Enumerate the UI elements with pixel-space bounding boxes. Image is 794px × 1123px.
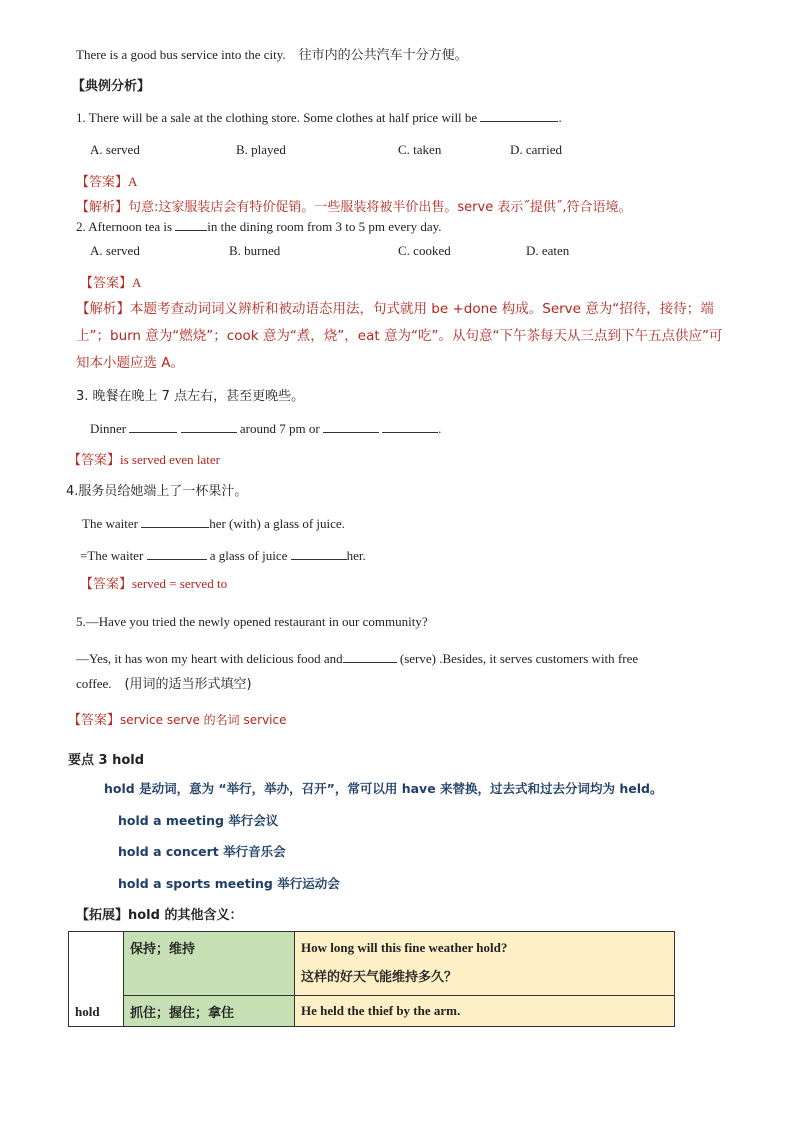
answer-blank [480, 109, 558, 122]
example-cell [295, 932, 675, 996]
question-4-text-c: =The waiter [80, 548, 144, 563]
question-5-text-b: (serve) .Besides, it serves customers with free [399, 651, 639, 666]
option-c: C. taken [398, 142, 442, 157]
answer-label: 【答案】 [76, 175, 129, 190]
example-english: He held the thief by the arm. [301, 1003, 461, 1018]
question-4-text-e: her. [346, 548, 366, 563]
question-2 [76, 218, 442, 236]
answer-blank [141, 515, 209, 528]
answer-label: 【答案】 [80, 577, 133, 592]
answer-4 [80, 575, 227, 594]
analysis-label: 【解析】 [76, 301, 130, 317]
option-c: C. cooked [398, 243, 451, 258]
question-1 [76, 109, 562, 127]
question-2-text-b: in the dining room from 3 to 5 pm every day. [207, 219, 442, 234]
question-1-text: 1. There will be a sale at the clothing store. Some clothes at half price will be [76, 110, 478, 125]
example-english: How long will this fine weather hold? [301, 940, 508, 955]
question-5-line-1: 5.—Have you tried the newly opened restaurant in our community? [76, 614, 428, 629]
option-d: D. eaten [526, 243, 570, 258]
phrase-hold-a-sports-meeting: hold a sports meeting 举行运动会 [118, 876, 340, 891]
question-4-text-a: The waiter [82, 516, 138, 531]
point-3-title: 要点 3 hold [68, 753, 145, 768]
answer-blank [323, 420, 379, 433]
answer-value: A [128, 174, 138, 189]
question-3-text-b: around 7 pm or [239, 421, 320, 436]
question-3-text-a: Dinner [90, 421, 127, 436]
answer-label: 【答案】 [80, 276, 133, 291]
question-2-text-a: 2. Afternoon tea is [76, 219, 173, 234]
question-5-text-a: —Yes, it has won my heart with delicious food and [76, 651, 343, 666]
question-5-line-2 [76, 650, 638, 668]
answer-label: 【答案】 [68, 453, 121, 468]
meaning-cell: 抓住；握住；拿住 [124, 996, 295, 1027]
answer-blank [291, 547, 347, 560]
section-title: 【典例分析】 [72, 79, 151, 94]
answer-3 [68, 451, 220, 470]
answer-value: service serve 的名词 service [120, 713, 287, 727]
question-3-end: . [438, 421, 442, 436]
answer-value: A [132, 275, 142, 290]
phrase-hold-a-meeting: hold a meeting 举行会议 [118, 813, 279, 828]
answer-5 [68, 711, 286, 730]
example-chinese: 这样的好天气能维持多久？ [301, 970, 458, 985]
answer-blank [147, 547, 207, 560]
option-a: A. served [90, 142, 140, 157]
option-d: D. carried [510, 142, 562, 157]
example-cell [295, 996, 675, 1027]
option-a: A. served [90, 243, 140, 258]
option-b: B. burned [229, 243, 281, 258]
analysis-2-line-2: 上”；burn 意为“燃烧”；cook 意为“煮，烧”，eat 意为“吃”。从句意“下午茶每天从三点到下午五点供应”可 [76, 328, 723, 344]
table-row [69, 932, 675, 996]
analysis-label: 【解析】 [76, 200, 129, 215]
question-5-text-c: coffee. [76, 676, 112, 691]
question-4-line-1 [82, 515, 345, 533]
answer-value: is served even later [120, 452, 220, 467]
answer-1 [76, 173, 137, 192]
question-1-end: . [558, 110, 562, 125]
answer-value: served = served to [132, 576, 228, 591]
analysis-2-line-1 [76, 300, 714, 318]
question-4-prompt: 4.服务员给她端上了一杯果汁。 [66, 484, 248, 499]
analysis-1 [76, 199, 631, 217]
question-4-text-d: a glass of juice [209, 548, 288, 563]
intro-chinese: 往市内的公共汽车十分方便。 [298, 48, 468, 63]
question-4-line-2 [80, 547, 366, 565]
answer-blank [382, 420, 438, 433]
question-4-text-b: her (with) a glass of juice. [209, 516, 345, 531]
answer-blank [343, 650, 397, 663]
question-3-sentence [90, 420, 441, 438]
point-3-description: hold 是动词，意为 “举行，举办，召开”，常可以用 have 来替换，过去式和过去分词均为 held。 [104, 781, 663, 796]
analysis-2-line-3: 知本小题应选 A。 [76, 355, 185, 371]
hold-meanings-table [68, 931, 675, 1027]
answer-blank [129, 420, 177, 433]
option-b: B. played [236, 142, 286, 157]
intro-english: There is a good bus service into the city. [76, 47, 286, 62]
table-row [69, 996, 675, 1027]
answer-blank [175, 218, 207, 231]
question-5-line-3 [76, 675, 252, 694]
question-5-instruction: (用词的适当形式填空) [124, 677, 252, 692]
meaning-cell: 保持；维持 [124, 932, 295, 996]
question-3-prompt: 3. 晚餐在晚上 7 点左右，甚至更晚些。 [76, 389, 305, 404]
answer-2 [80, 274, 141, 293]
answer-blank [181, 420, 237, 433]
extension-title: 【拓展】hold 的其他含义： [76, 908, 243, 923]
intro-line [76, 46, 468, 65]
answer-label: 【答案】 [68, 713, 121, 728]
table-word-cell: hold [69, 932, 124, 1027]
analysis-text: 句意:这家服装店会有特价促销。一些服装将被半价出售。serve 表示˝提供˝,符合语境。 [128, 200, 632, 215]
analysis-text: 本题考查动词词义辨析和被动语态用法，句式就用 be +done 构成。Serve 意为“招待，接待；端 [130, 301, 714, 317]
phrase-hold-a-concert: hold a concert 举行音乐会 [118, 844, 286, 859]
